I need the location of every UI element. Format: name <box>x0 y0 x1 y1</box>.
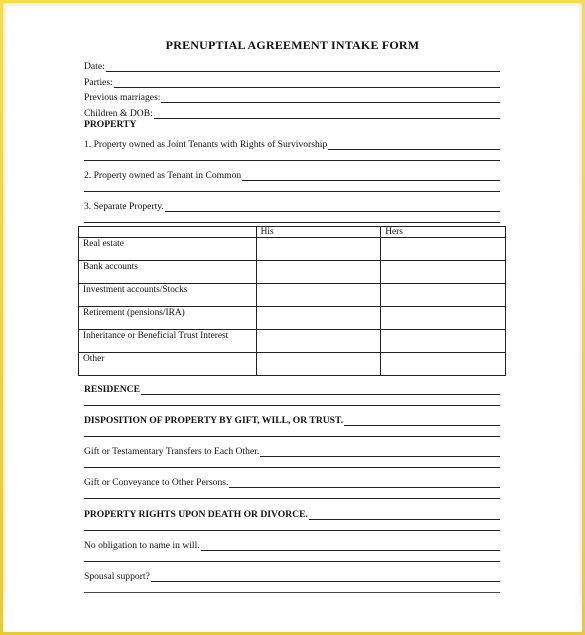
date-label: Date: <box>84 61 105 72</box>
table-header-hers: Hers <box>381 227 506 238</box>
row-label-other: Other <box>79 353 257 376</box>
rights-death-divorce-heading: PROPERTY RIGHTS UPON DEATH OR DIVORCE. <box>84 509 308 520</box>
tenant-in-common-extra-line[interactable] <box>84 191 500 192</box>
date-field[interactable] <box>84 58 500 72</box>
gift-other-persons-extra-line[interactable] <box>84 498 500 499</box>
residence-heading: RESIDENCE <box>84 384 140 395</box>
joint-tenants-field[interactable] <box>84 136 500 150</box>
no-obligation-field[interactable] <box>84 537 500 551</box>
children-dob-field[interactable] <box>84 105 500 119</box>
table-header-his: His <box>256 227 381 238</box>
disposition-field[interactable] <box>84 412 500 426</box>
table-row <box>79 284 506 307</box>
residence-field[interactable] <box>84 381 500 395</box>
bottom-fade <box>3 588 582 632</box>
bank-accounts-his-cell[interactable] <box>256 261 381 284</box>
form-page <box>3 3 582 632</box>
row-label-bank-accounts: Bank accounts <box>79 261 257 284</box>
bank-accounts-hers-cell[interactable] <box>381 261 506 284</box>
gift-each-other-extra-line[interactable] <box>84 467 500 468</box>
tenant-in-common-label: 2. Property owned as Tenant in Common <box>84 170 242 181</box>
assets-table <box>78 226 506 376</box>
rights-death-divorce-extra-line[interactable] <box>84 530 500 531</box>
retirement-hers-cell[interactable] <box>381 307 506 330</box>
investment-accounts-his-cell[interactable] <box>256 284 381 307</box>
retirement-his-cell[interactable] <box>256 307 381 330</box>
row-label-investment-accounts: Investment accounts/Stocks <box>79 284 257 307</box>
joint-tenants-label: 1. Property owned as Joint Tenants with Rights of Survivorship <box>84 139 328 150</box>
disposition-extra-line[interactable] <box>84 436 500 437</box>
inheritance-hers-cell[interactable] <box>381 330 506 353</box>
other-hers-cell[interactable] <box>381 353 506 376</box>
table-row <box>79 353 506 376</box>
disposition-heading: DISPOSITION OF PROPERTY BY GIFT, WILL, OR TRUST. <box>84 415 344 426</box>
real-estate-hers-cell[interactable] <box>381 238 506 261</box>
table-row <box>79 307 506 330</box>
table-row <box>79 261 506 284</box>
gift-each-other-label: Gift or Testamentary Transfers to Each Other. <box>84 446 260 457</box>
row-label-retirement: Retirement (pensions/IRA) <box>79 307 257 330</box>
no-obligation-label: No obligation to name in will. <box>84 540 200 551</box>
previous-marriages-label: Previous marriages: <box>84 92 161 103</box>
row-label-inheritance: Inheritance or Beneficial Trust Interest <box>79 330 257 353</box>
no-obligation-extra-line[interactable] <box>84 561 500 562</box>
table-row <box>79 238 506 261</box>
rights-death-divorce-field[interactable] <box>84 506 500 520</box>
spousal-support-label: Spousal support? <box>84 571 150 582</box>
other-his-cell[interactable] <box>256 353 381 376</box>
residence-line <box>84 394 500 395</box>
residence-extra-line[interactable] <box>84 405 500 406</box>
table-header-row <box>79 227 506 238</box>
gift-each-other-field[interactable] <box>84 443 500 457</box>
property-heading: PROPERTY <box>84 119 137 130</box>
separate-property-field[interactable] <box>84 198 500 212</box>
investment-accounts-hers-cell[interactable] <box>381 284 506 307</box>
tenant-in-common-field[interactable] <box>84 167 500 181</box>
table-header-blank <box>79 227 257 238</box>
row-label-real-estate: Real estate <box>79 238 257 261</box>
parties-label: Parties: <box>84 77 113 88</box>
separate-property-label: 3. Separate Property. <box>84 201 164 212</box>
table-row <box>79 330 506 353</box>
joint-tenants-extra-line[interactable] <box>84 160 500 161</box>
parties-field[interactable] <box>84 74 500 88</box>
gift-other-persons-label: Gift or Conveyance to Other Persons. <box>84 477 229 488</box>
gift-other-persons-field[interactable] <box>84 474 500 488</box>
previous-marriages-field[interactable] <box>84 89 500 103</box>
separate-property-extra-line[interactable] <box>84 222 500 223</box>
real-estate-his-cell[interactable] <box>256 238 381 261</box>
parties-line <box>84 87 500 88</box>
children-dob-label: Children & DOB: <box>84 108 153 119</box>
inheritance-his-cell[interactable] <box>256 330 381 353</box>
date-line <box>84 71 500 72</box>
spousal-support-field[interactable] <box>84 568 500 582</box>
form-title: PRENUPTIAL AGREEMENT INTAKE FORM <box>165 38 420 52</box>
